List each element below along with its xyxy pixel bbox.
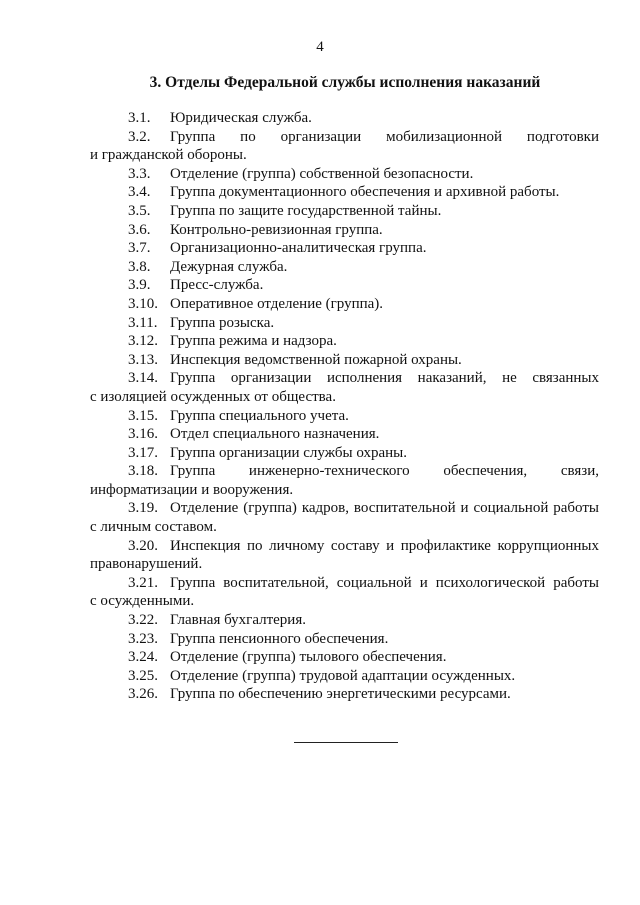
list-item: 3.23. Группа пенсионного обеспечения.: [128, 630, 389, 647]
list-item: 3.22. Главная бухгалтерия.: [128, 612, 306, 629]
section-title: 3. Отделы Федеральной службы исполнения наказаний: [149, 74, 541, 91]
list-item: 3.1. Юридическая служба.: [128, 110, 312, 126]
list-item: 3.12. Группа режима и надзора.: [128, 333, 337, 350]
list-item: 3.14. Группа организации исполнения наказаний, не связанных с изоляцией осужденных от общества.: [90, 370, 599, 405]
list-item: 3.20. Инспекция по личному составу и профилактике коррупционных правонарушений.: [90, 537, 599, 573]
list-item: 3.21. Группа воспитательной, социальной и психологической работы с осужденными.: [90, 574, 599, 610]
list-item: 3.11. Группа розыска.: [128, 314, 275, 331]
list-item: 3.26. Группа по обеспечению энергетическими ресурсами.: [128, 686, 511, 703]
closing-divider: [294, 742, 398, 743]
list-item: 3.18. Группа инженерно-технического обеспечения, связи, информатизации и вооружения.: [90, 463, 599, 498]
list-item: 3.16. Отдел специального назначения.: [128, 426, 380, 443]
list-item: 3.17. Группа организации службы охраны.: [128, 444, 407, 461]
list-item: 3.24. Отделение (группа) тылового обеспечения.: [128, 649, 447, 666]
list-item: 3.13. Инспекция ведомственной пожарной охраны.: [128, 351, 462, 368]
list-item: 3.10. Оперативное отделение (группа).: [128, 295, 384, 312]
list-item: 3.9. Пресс-служба.: [128, 277, 264, 294]
list-item: 3.6. Контрольно-ревизионная группа.: [128, 221, 383, 238]
departments-list: [90, 109, 599, 704]
list-item: 3.3. Отделение (группа) собственной безопасности.: [128, 165, 474, 182]
list-item: 3.2. Группа по организации мобилизационной подготовки и гражданской обороны.: [90, 128, 599, 164]
list-item: 3.19. Отделение (группа) кадров, воспитательной и социальной работы с личным составом.: [90, 500, 599, 536]
list-item: 3.7. Организационно-аналитическая группа.: [128, 240, 427, 257]
page-number: 4: [316, 39, 324, 55]
list-item: 3.4. Группа документационного обеспечения и архивной работы.: [128, 184, 560, 201]
list-item: 3.25. Отделение (группа) трудовой адаптации осужденных.: [128, 667, 516, 684]
list-item: 3.5. Группа по защите государственной тайны.: [128, 202, 442, 219]
list-item: 3.15. Группа специального учета.: [128, 407, 349, 424]
list-item: 3.8. Дежурная служба.: [128, 258, 288, 275]
